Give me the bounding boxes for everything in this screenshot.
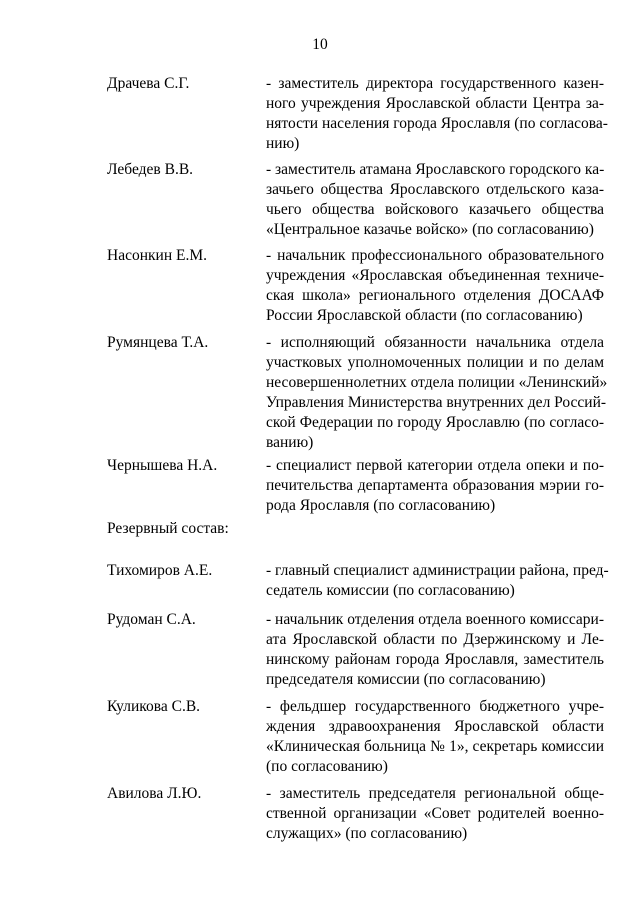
position-line: - начальник профессионального образовательного <box>266 247 604 264</box>
member-position <box>266 697 604 777</box>
position-line: учреждения «Ярославская объединенная техниче- <box>266 267 604 284</box>
position-line: нию) <box>266 135 300 152</box>
position-line: ждения здравоохранения Ярославской области <box>266 718 604 735</box>
position-line: участковых уполномоченных полиции и по делам <box>266 354 604 371</box>
member-position <box>266 74 608 154</box>
member-position <box>266 610 604 690</box>
position-line: седатель комиссии (по согласованию) <box>266 582 515 599</box>
position-line: рода Ярославля (по согласованию) <box>266 497 496 514</box>
member-name: Румянцева Т.А. <box>107 334 209 351</box>
position-line: чьего общества войскового казачьего общества <box>266 201 604 218</box>
member-position <box>266 456 604 516</box>
position-line: - заместитель директора государственного казен- <box>266 75 604 92</box>
member-position <box>266 784 604 844</box>
member-name: Рудоман С.А. <box>107 611 196 628</box>
position-line: - заместитель председателя региональной обще- <box>266 785 604 802</box>
position-line: нинскому районам города Ярославля, заместитель <box>266 651 604 668</box>
position-line: ного учреждения Ярославской области Центра за- <box>266 95 604 112</box>
position-line: нятости населения города Ярославля (по согласова- <box>266 115 608 132</box>
position-line: служащих» (по согласованию) <box>266 825 468 842</box>
member-position <box>266 246 604 326</box>
member-name: Чернышева Н.А. <box>107 457 218 474</box>
position-line: ская школа» регионального отделения ДОСААФ <box>266 287 604 304</box>
member-name: Тихомиров А.Е. <box>107 562 213 579</box>
reserve-section-title: Резервный состав: <box>107 520 229 537</box>
position-line: России Ярославской области (по согласованию) <box>266 307 583 324</box>
member-name: Драчева С.Г. <box>107 75 190 92</box>
member-name: Насонкин Е.М. <box>107 247 207 264</box>
member-name: Куликова С.В. <box>107 698 201 715</box>
position-line: несовершеннолетних отдела полиции «Ленинский» <box>266 374 608 391</box>
position-line: Управления Министерства внутренних дел Россий- <box>266 394 607 411</box>
position-line: «Центральное казачье войско» (по согласованию) <box>266 221 594 238</box>
position-line: - исполняющий обязанности начальника отдела <box>266 334 604 351</box>
position-line: - фельдшер государственного бюджетного учре- <box>266 698 604 715</box>
page-number: 10 <box>312 36 328 53</box>
position-line: зачьего общества Ярославского отдельского каза- <box>266 181 604 198</box>
position-line: печительства департамента образования мэрии го- <box>266 477 604 494</box>
member-name: Авилова Л.Ю. <box>107 785 202 802</box>
position-line: ственной организации «Совет родителей военно- <box>266 805 604 822</box>
position-line: председателя комиссии (по согласованию) <box>266 671 546 688</box>
position-line: «Клиническая больница № 1», секретарь комиссии <box>266 738 604 755</box>
member-position <box>266 160 604 240</box>
member-position <box>266 561 609 601</box>
position-line: ата Ярославской области по Дзержинскому и Ле- <box>266 631 604 648</box>
position-line: - начальник отделения отдела военного комиссари- <box>266 611 604 628</box>
position-line: (по согласованию) <box>266 758 388 775</box>
member-position <box>266 333 608 453</box>
position-line: - заместитель атамана Ярославского городского ка- <box>266 161 605 178</box>
position-line: - специалист первой категории отдела опеки и по- <box>266 457 604 474</box>
position-line: ванию) <box>266 434 314 451</box>
position-line: ской Федерации по городу Ярославлю (по согласо- <box>266 414 604 431</box>
position-line: - главный специалист администрации района, пред- <box>266 562 609 579</box>
member-name: Лебедев В.В. <box>107 161 194 178</box>
